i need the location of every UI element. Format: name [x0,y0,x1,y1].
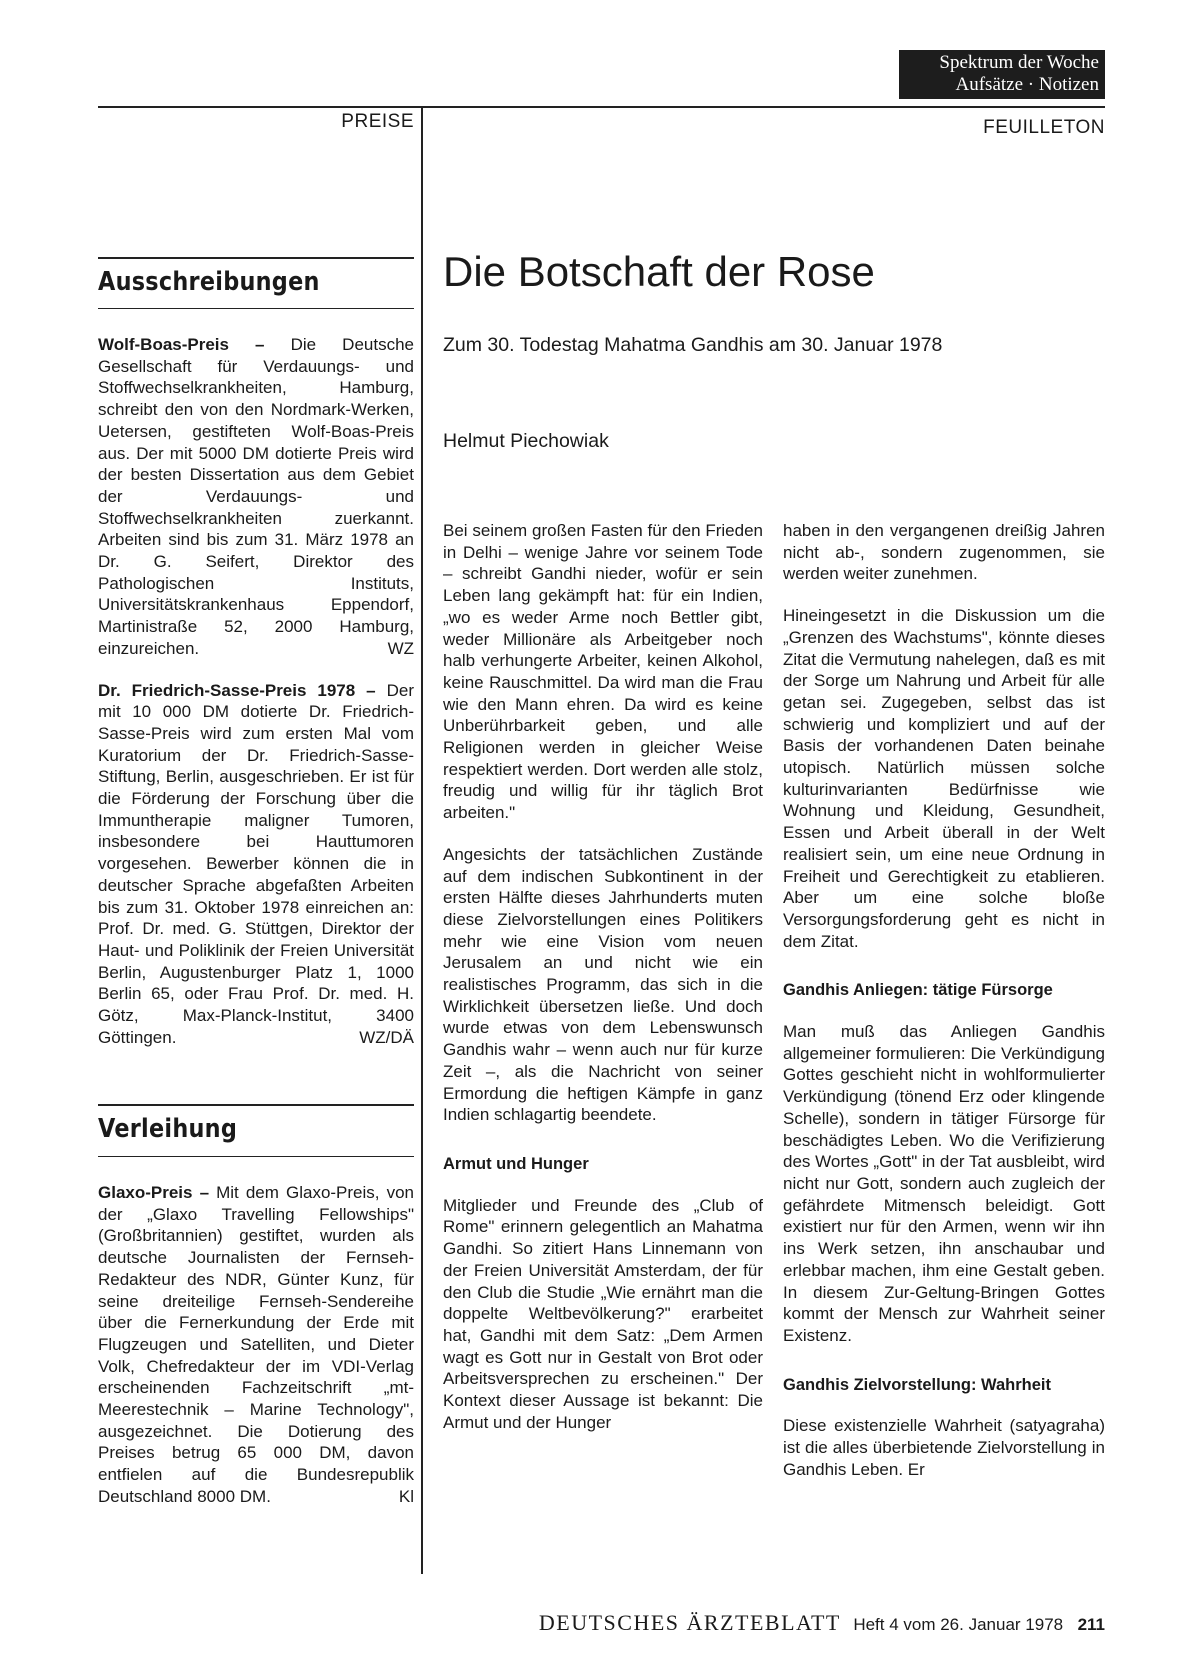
article-paragraph: Bei seinem großen Fasten für den Frieden in Delhi – wenige Jahre vor seinem Tode – schreibt Gandhi nieder, wofür er sein Leben lang gekämpft hat: für ein Indien, „wo es weder Arme noch Bettler gibt, weder Millionäre als Arbeitgeber noch halb verhungerte Arbeiter, keinen Alkohol, keine Rauschmittel. Da wird man die Frau wie den Mann ehren. Da wird es keine Unberührbarkeit geben, und alle Religionen werden in gleicher Weise respektiert werden. Dort werden alle stolz, freudig und willig für ihr täglich Brot arbeiten." [443,521,763,823]
article-paragraph: Mitglieder und Freunde des „Club of Rome" erinnern gelegentlich an Mahatma Gandhi. So zitiert Hans Linnemann von der Freien Universität Amsterdam, der für den Club die Studie „Wie ernährt man die doppelte Weltbevölkerung?" erarbeitet hat, Gandhi mit dem Satz: „Dem Armen wagt es Gott nur in Gestalt von Brot oder Arbeitsversprechen zu erscheinen." Der Kontext dieser Aussage ist bekannt: Die Armut und der Hunger [443,1195,763,1432]
heading-ausschreibungen: Ausschreibungen [98,267,320,297]
column-divider [421,106,423,1574]
article-column-1 [443,520,763,1433]
badge-line-1: Spektrum der Woche [939,52,1099,73]
subheading-anliegen: Gandhis Anliegen: tätige Fürsorge [783,981,1053,1000]
article-paragraph: Man muß das Anliegen Gandhis allgemeiner formulieren: Die Verkündigung Gottes geschieht nicht in wohlformulierter Verkündigung (tönend Erz oder klingende Schelle), sondern in tätiger Fürsorge für beschädigtes Leben. Wo die Verifizierung des Wortes „Gott" in der Tat ausbleibt, wird nicht nur Gott, sondern auch zugleich der gefährdete Mitmensch beleidigt. Gott existiert nur für den Armen, wenn wir ihn ins Werk setzen, ihn anschaubar und erlebbar machen, ihm eine Gestalt geben. In diesem Zur-Geltung-Bringen Gottes kommt der Mensch zur Wahrheit seiner Existenz. [783,1022,1105,1345]
footer-page-number: 211 [1077,1615,1105,1634]
heading-rule-top [98,257,414,259]
header-rule [98,106,1105,108]
article-author: Helmut Piechowiak [443,430,609,452]
section-label-preise: PREISE [341,111,414,132]
sasse-text: Der mit 10 000 DM dotierte Dr. Friedrich-Sasse-Preis wird zum ersten Mal vom Kuratorium der Dr. Friedrich-Sasse-Stiftung, Berlin, ausgeschrieben. Er ist für die Förderung der Forschung über die Immuntherapie maligner Tumoren, insbesondere bei Hauttumoren vorgesehen. Bewerber können die in deutscher Sprache abgefaßten Arbeiten bis zum 31. Oktober 1978 einreichen an: Prof. Dr. med. G. Stüttgen, Direktor der Haut- und Poliklinik der Freien Universität Berlin, Augustenburger Platz 1, 1000 Berlin 65, oder Frau Prof. Dr. med. H. Götz, Max-Planck-Institut, 3400 Göttingen. [98,680,414,1047]
article-title: Die Botschaft der Rose [443,248,875,295]
sasse-paragraph [98,680,414,1049]
heading-rule-top-2 [98,1104,414,1106]
heading-rule-bottom-2 [98,1156,414,1157]
subheading-zielvorstellung: Gandhis Zielvorstellung: Wahrheit [783,1375,1051,1394]
left-column-bottom [98,1182,414,1508]
glaxo-text: Mit dem Glaxo-Preis, von der „Glaxo Travelling Fellowships" (Großbritannien) gestiftet, wurden als deutsche Journalisten der Fernseh-Redakteur des NDR, Günter Kunz, für seine dreiteilige Fernseh-Sendereihe über die Fernerkundung der Erde mit Flugzeugen und Satelliten, und Dieter Volk, Chefredakteur der im VDI-Verlag erscheinenden Fachzeitschrift „mt-Meerestechnik – Marine Technology", ausgezeichnet. Die Dotierung des Preises betrug 65 000 DM, davon entfielen auf die Bundesrepublik Deutschland 8000 DM. [98,1183,415,1506]
heading-rule-bottom [98,308,414,309]
article-paragraph: Angesichts der tatsächlichen Zustände auf dem indischen Subkontinent in der ersten Hälfte dieses Jahrhunderts muten diese Zielvorstellungen eines Politikers mehr wie eine Vision vom neuen Jerusalem an und nicht wie ein realistisches Programm, das sich in die Wirklichkeit übersetzen ließe. Und doch wurde etwas von dem Lebenswunsch Gandhis wahr – wenn auch nur für kurze Zeit –, als die Nachricht von seiner Ermordung die heftigen Kämpfe in ganz Indien schlagartig beendete. [443,844,763,1125]
subheading-armut: Armut und Hunger [443,1154,589,1173]
wolf-boas-title: Wolf-Boas-Preis – [98,335,265,354]
article-paragraph: Diese existenzielle Wahrheit (satyagraha) ist die alles überbietende Zielvorstellung in Gandhis Leben. Er [783,1416,1105,1479]
section-badge [899,50,1105,99]
signature-wz-dae: WZ/DÄ [359,1027,414,1047]
sasse-title: Dr. Friedrich-Sasse-Preis 1978 – [98,680,376,700]
section-label-feuilleton: FEUILLETON [983,117,1105,138]
heading-verleihung: Verleihung [98,1114,238,1144]
footer-issue: Heft 4 vom 26. Januar 1978 [853,1615,1064,1634]
signature-kl: Kl [398,1486,414,1506]
signature-wz: WZ [387,638,414,658]
article-subtitle: Zum 30. Todestag Mahatma Gandhis am 30. Januar 1978 [443,334,943,356]
page-footer [477,1610,1105,1636]
left-column-top [98,334,414,1049]
article-paragraph: haben in den vergangenen dreißig Jahren nicht ab-, sondern zugenommen, sie werden weiter zunehmen. [783,521,1105,584]
article-paragraph: Hineingesetzt in die Diskussion um die „Grenzen des Wachstums", könnte dieses Zitat die Vermutung nahelegen, daß es mit der Sorge um Nahrung und Arbeit für alle getan sei. Zugegeben, selbst das ist schwierig und kompliziert und auf der Basis der vorhandenen Daten beinahe utopisch. Natürlich müssen solche kulturinvarianten Bedürfnisse wie Wohnung und Kleidung, Gesundheit, Essen und Arbeit überall in der Welt realisiert sein, um eine neue Ordnung in Freiheit und Gerechtigkeit zu etablieren. Aber um eine solche bloße Versorgungsforderung geht es nicht in dem Zitat. [783,606,1105,951]
badge-line-2: Aufsätze · Notizen [955,74,1099,95]
wolf-boas-paragraph [98,334,414,660]
footer-magazine: DEUTSCHES ÄRZTEBLATT [538,1610,841,1635]
wolf-boas-text: Die Deutsche Gesellschaft für Verdauungs- und Stoffwechselkrankheiten, Hamburg, schreibt den von den Nordmark-Werken, Uetersen, gestifteten Wolf-Boas-Preis aus. Der mit 5000 DM dotierte Preis wird der besten Dissertation aus dem Gebiet der Verdauungs- und Stoffwechselkrankheiten zuerkannt. Arbeiten sind bis zum 31. März 1978 an Dr. G. Seifert, Direktor des Pathologischen Instituts, Universitätskrankenhaus Eppendorf, Martinistraße 52, 2000 Hamburg, einzureichen. [98,335,414,658]
glaxo-paragraph [98,1182,414,1508]
glaxo-title: Glaxo-Preis – [98,1183,210,1202]
article-column-2 [783,520,1105,1480]
